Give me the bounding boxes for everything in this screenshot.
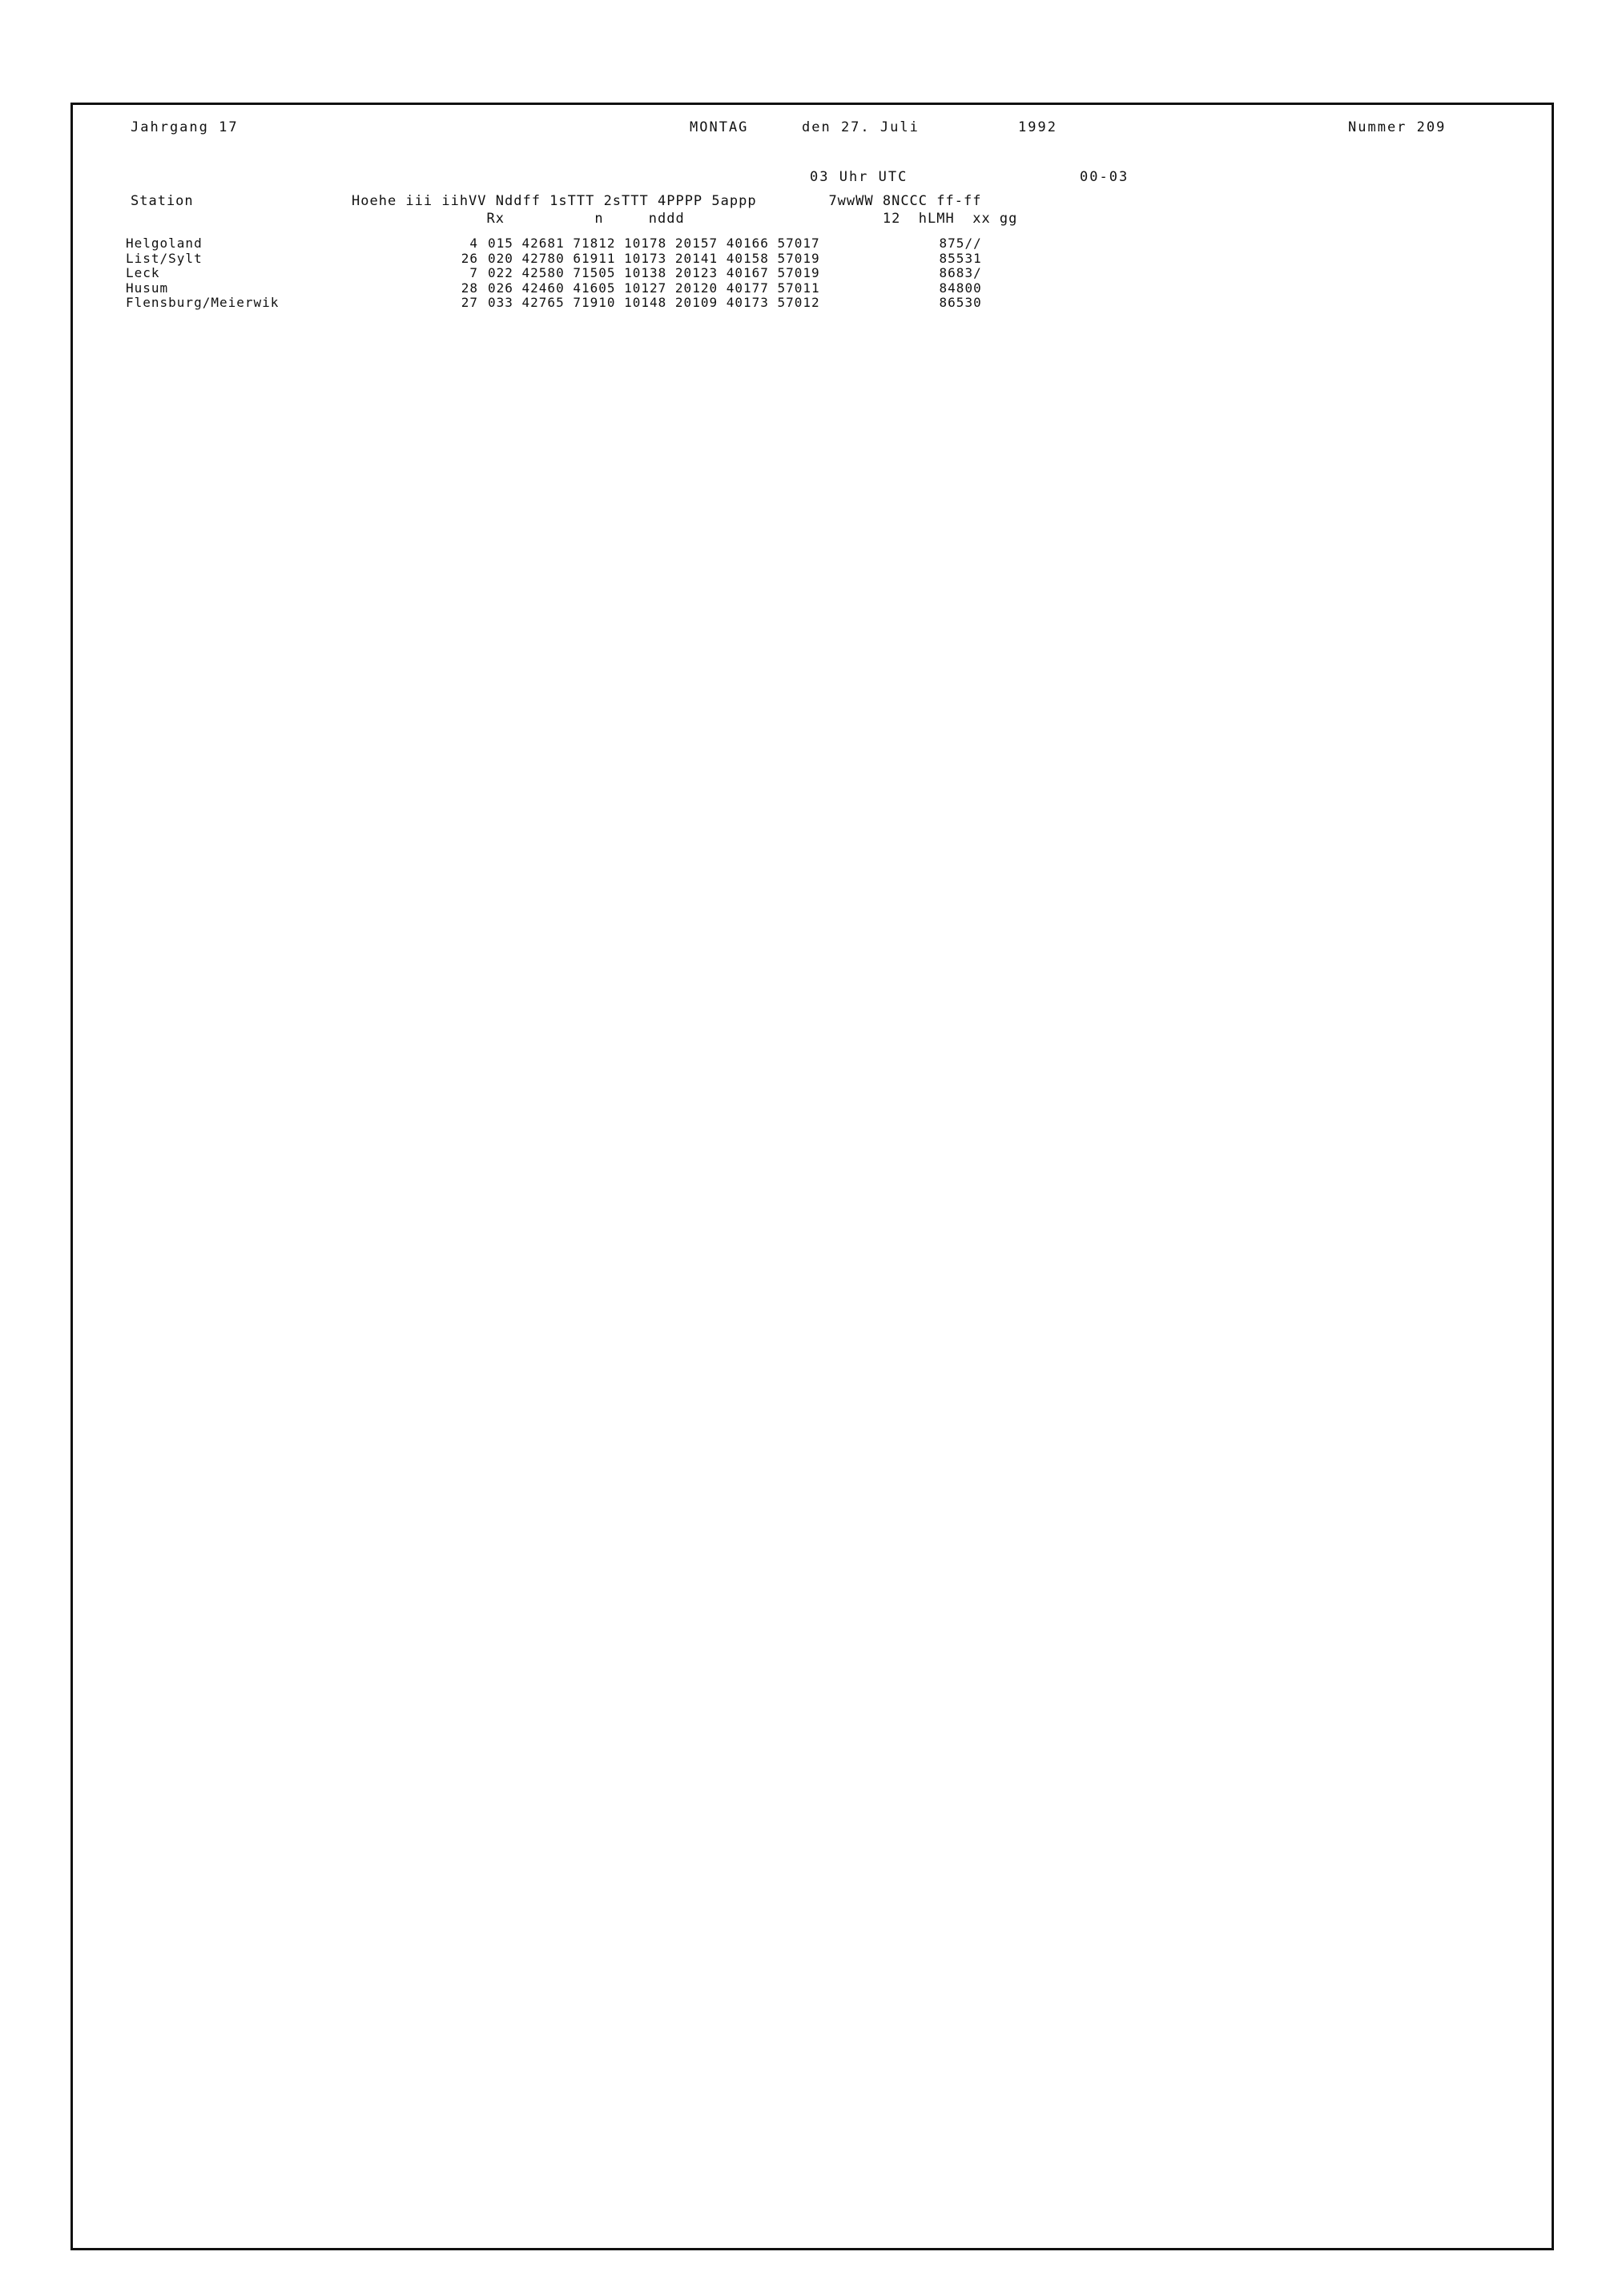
table-row xyxy=(126,236,1167,252)
observation-codes: 033 42765 71910 10148 20109 40173 57012 86530 xyxy=(488,295,982,311)
column-codes-sub: Rx n nddd 12 hLMH xx gg xyxy=(352,211,1018,227)
table-row xyxy=(126,252,1167,267)
volume-label: Jahrgang 17 xyxy=(131,119,239,135)
observation-codes: 022 42580 71505 10138 20123 40167 57019 8683/ xyxy=(488,265,982,281)
issue-number: Nummer 209 xyxy=(1348,119,1447,135)
observation-codes: 026 42460 41605 10127 20120 40177 57011 84800 xyxy=(488,280,982,296)
observation-time: 03 Uhr UTC xyxy=(810,169,908,185)
table-row xyxy=(126,296,1167,311)
station-height: 26 xyxy=(461,250,478,266)
observation-codes: 020 42780 61911 10173 20141 40158 57019 85531 xyxy=(488,250,982,266)
column-station: Station xyxy=(131,193,194,209)
report-sheet xyxy=(70,103,1554,2250)
station-name: Leck xyxy=(126,265,160,281)
station-name: List/Sylt xyxy=(126,250,203,266)
station-height: 4 xyxy=(469,236,478,251)
station-height: 27 xyxy=(461,295,478,311)
period-label: 00-03 xyxy=(1080,169,1129,185)
date-label: den 27. Juli xyxy=(802,119,920,135)
station-name: Helgoland xyxy=(126,236,203,251)
station-table xyxy=(126,236,1167,311)
station-height: 7 xyxy=(469,265,478,281)
station-height: 28 xyxy=(461,280,478,296)
weekday-label: MONTAG xyxy=(690,119,749,135)
year-label: 1992 xyxy=(1018,119,1057,135)
column-codes: Hoehe iii iihVV Nddff 1sTTT 2sTTT 4PPPP 5appp 7wwWW 8NCCC ff-ff xyxy=(352,193,982,209)
station-name: Husum xyxy=(126,280,169,296)
table-row xyxy=(126,266,1167,281)
observation-codes: 015 42681 71812 10178 20157 40166 57017 875// xyxy=(488,236,982,251)
table-row xyxy=(126,281,1167,296)
station-name: Flensburg/Meierwik xyxy=(126,295,280,311)
